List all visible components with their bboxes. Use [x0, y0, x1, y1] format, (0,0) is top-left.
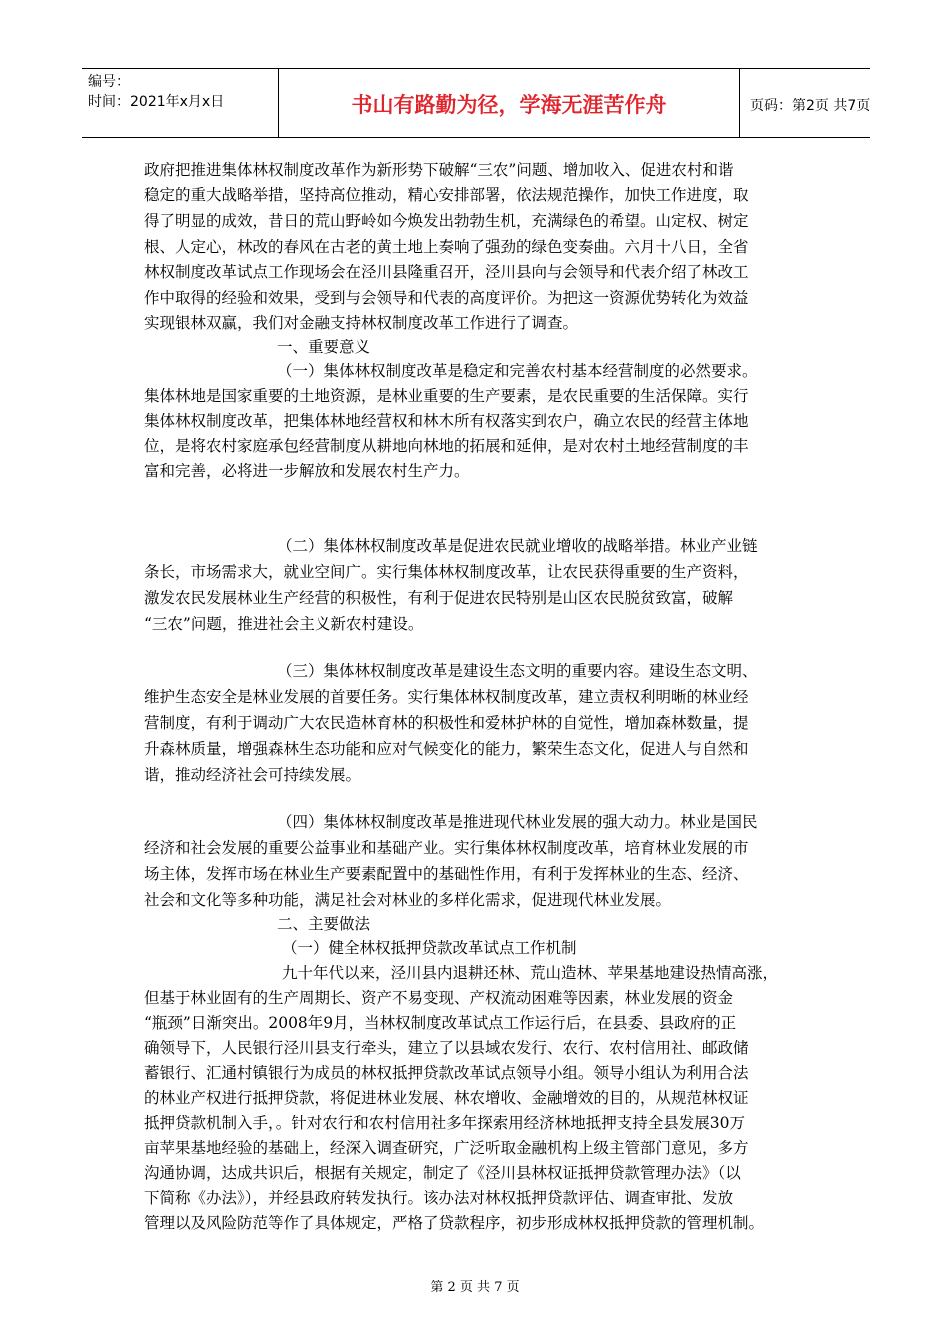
text-line: 营制度，有利于调动广大农民造林育林的积极性和爱林护林的自觉性，增加森林数量，提	[144, 714, 749, 732]
text-line: 根、人定心，林改的春风在古老的黄土地上奏响了强劲的绿色变奏曲。六月十八日，全省	[144, 238, 749, 256]
text-line: 抵押贷款机制入手，。针对农行和农村信用社多年探索用经济林地抵押支持全县发展30万	[144, 1114, 745, 1132]
text-line: 但基于林业固有的生产周期长、资产不易变现、产权流动困难等因素，林业发展的资金	[144, 989, 734, 1007]
section-heading: 一、重要意义	[277, 338, 371, 356]
text-line: 得了明显的成效，昔日的荒山野岭如今焕发出勃勃生机，充满绿色的希望。山定权、树定	[144, 212, 749, 230]
text-line: 升森林质量，增强森林生态功能和应对气候变化的能力，繁荣生态文化，促进人与自然和	[144, 740, 749, 758]
text-line: 条长，市场需求大，就业空间广。实行集体林权制度改革，让农民获得重要的生产资料，	[144, 563, 749, 581]
text-line: 谐，推动经济社会可持续发展。	[144, 766, 362, 784]
subsection-heading: （一）集体林权制度改革是稳定和完善农村基本经营制度的必然要求。	[277, 362, 758, 380]
section-heading: 二、主要做法	[277, 915, 371, 933]
header-motto: 书山有路勤为径，学海无涯苦作舟	[351, 93, 667, 117]
text-line: 经济和社会发展的重要公益事业和基础产业。实行集体林权制度改革，培育林业发展的市	[144, 839, 749, 857]
text-line: 社会和文化等多种功能，满足社会对林业的多样化需求，促进现代林业发展。	[144, 891, 672, 909]
text-line: 政府把推进集体林权制度改革作为新形势下破解“三农”问题、增加收入、促进农村和谐	[144, 161, 734, 179]
text-line: 激发农民发展林业生产经营的积极性，有利于促进农民特别是山区农民脱贫致富，破解	[144, 589, 734, 607]
text-line: 稳定的重大战略举措，坚持高位推动，精心安排部署，依法规范操作，加快工作进度，取	[144, 186, 749, 204]
header-page-info: 页码：第2页 共7页	[750, 98, 871, 114]
text-line: 位，是将农村家庭承包经营制度从耕地向林地的拓展和延伸，是对农村土地经营制度的丰	[144, 437, 749, 455]
text-line: 维护生态安全是林业发展的首要任务。实行集体林权制度改革，建立责权利明晰的林业经	[144, 688, 749, 706]
text-line: 九十年代以来，泾川县内退耕还林、荒山造林、苹果基地建设热情高涨，	[282, 964, 779, 982]
subsection-heading: （三）集体林权制度改革是建设生态文明的重要内容。建设生态文明、	[277, 662, 758, 680]
subsection-heading: （二）集体林权制度改革是促进农民就业增收的战略举措。林业产业链	[277, 537, 758, 555]
subsection-heading: （一）健全林权抵押贷款改革试点工作机制	[282, 939, 577, 957]
text-line: “瓶颈”日渐突出。2008年9月，当林权制度改革试点工作运行后，在县委、县政府的正	[144, 1014, 737, 1032]
text-line: 作中取得的经验和效果，受到与会领导和代表的高度评价。为把这一资源优势转化为效益	[144, 289, 749, 307]
text-line: 实现银林双赢，我们对金融支持林权制度改革工作进行了调查。	[144, 314, 579, 332]
text-line: 沟通协调，达成共识后，根据有关规定，制定了《泾川县林权证抵押贷款管理办法》（以	[144, 1164, 741, 1182]
text-line: 集体林地是国家重要的土地资源，是林业重要的生产要素，是农民重要的生活保障。实行	[144, 387, 749, 405]
page-footer: 第 2 页 共 7 页	[430, 1280, 520, 1295]
text-line: 林权制度改革试点工作现场会在泾川县隆重召开，泾川县向与会领导和代表介绍了林改工	[144, 263, 749, 281]
document-number-label: 编号：	[88, 74, 130, 90]
text-line: “三农”问题，推进社会主义新农村建设。	[144, 615, 424, 633]
text-line: 确领导下，人民银行泾川县支行牵头，建立了以县域农发行、农行、农村信用社、邮政储	[144, 1039, 749, 1057]
document-date: 时间：2021年x月x日	[88, 94, 225, 110]
text-line: 蓄银行、汇通村镇银行为成员的林权抵押贷款改革试点领导小组。领导小组认为利用合法	[144, 1064, 749, 1082]
text-line: 富和完善，必将进一步解放和发展农村生产力。	[144, 462, 470, 480]
text-line: 的林业产权进行抵押贷款，将促进林业发展、林农增收、金融增效的目的，从规范林权证	[144, 1089, 749, 1107]
subsection-heading: （四）集体林权制度改革是推进现代林业发展的强大动力。林业是国民	[277, 813, 758, 831]
text-line: 亩苹果基地经验的基础上，经深入调查研究，广泛听取金融机构上级主管部门意见，多方	[144, 1139, 749, 1157]
text-line: 场主体，发挥市场在林业生产要素配置中的基础性作用，有利于发挥林业的生态、经济、	[144, 865, 749, 883]
text-line: 集体林权制度改革，把集体林地经营权和林木所有权落实到农户，确立农民的经营主体地	[144, 412, 749, 430]
text-line: 下简称《办法》），并经县政府转发执行。该办法对林权抵押贷款评估、调查审批、发放	[144, 1189, 734, 1207]
text-line: 管理以及风险防范等作了具体规定，严格了贷款程序，初步形成林权抵押贷款的管理机制。	[144, 1214, 765, 1232]
